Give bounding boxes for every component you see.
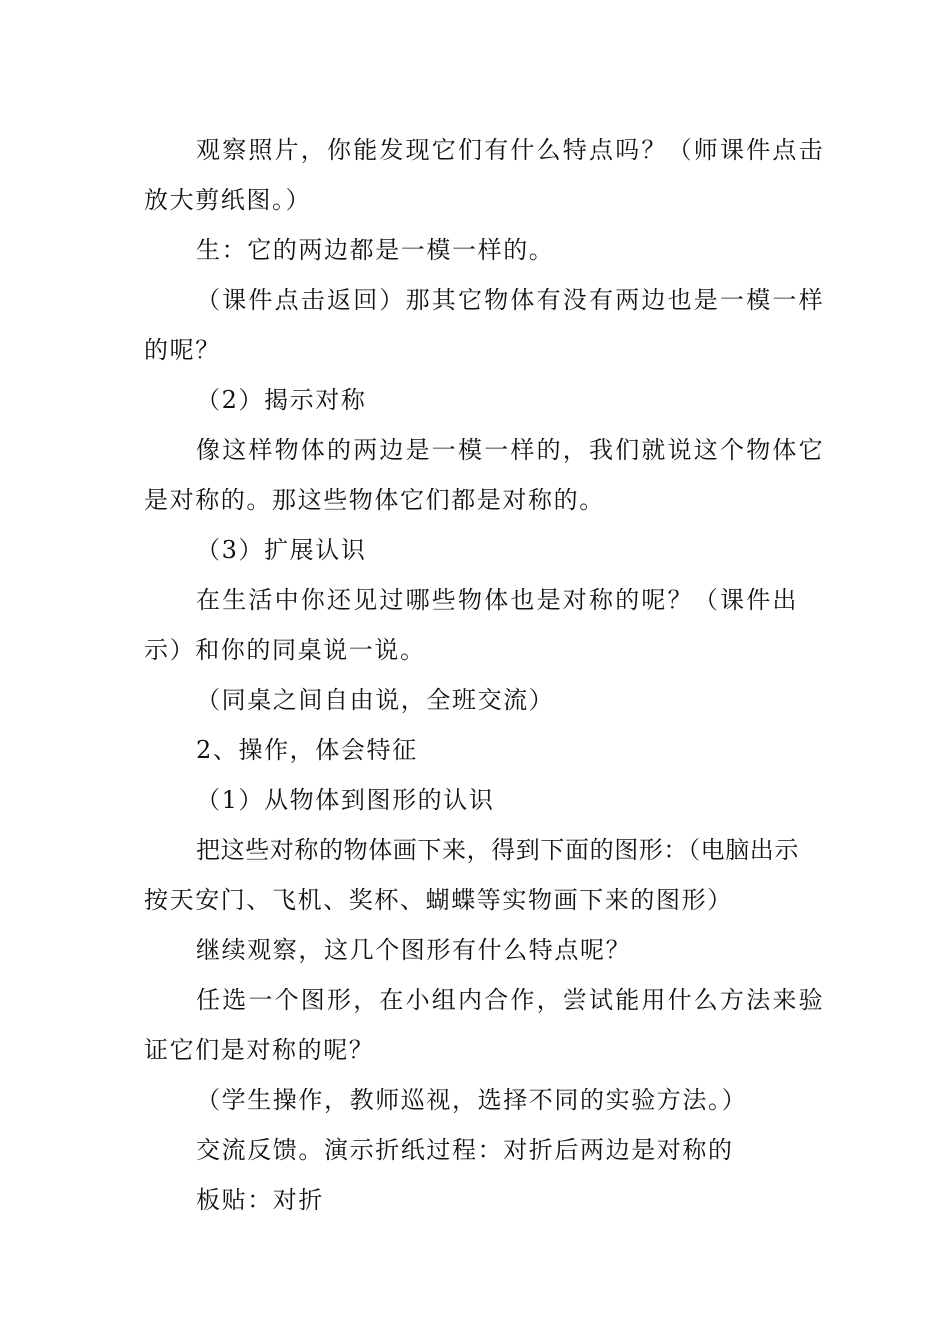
paragraph-line: 生：它的两边都是一模一样的。 (196, 236, 555, 264)
paragraph-line: 证它们是对称的呢？ (144, 1036, 375, 1064)
paragraph-line: 在生活中你还见过哪些物体也是对称的呢？（课件出 (196, 586, 799, 614)
paragraph-line: 的呢？ (144, 336, 221, 364)
section-heading: （3）扩展认识 (196, 536, 367, 564)
paragraph-line: 是对称的。那这些物体它们都是对称的。 (144, 486, 605, 514)
section-heading: （2）揭示对称 (196, 386, 367, 414)
paragraph-line: 像这样物体的两边是一模一样的，我们就说这个物体它 (196, 436, 825, 464)
paragraph-line: 放大剪纸图。） (144, 186, 312, 214)
paragraph-line: 任选一个图形，在小组内合作，尝试能用什么方法来验 (196, 986, 825, 1014)
paragraph-line: （同桌之间自由说，全班交流） (196, 686, 555, 714)
paragraph-line: 继续观察，这几个图形有什么特点呢？ (196, 936, 632, 964)
paragraph-line: 观察照片，你能发现它们有什么特点吗？（师课件点击 (196, 136, 825, 164)
paragraph-line: （课件点击返回）那其它物体有没有两边也是一模一样 (196, 286, 825, 314)
paragraph-line: （学生操作，教师巡视，选择不同的实验方法。） (196, 1086, 748, 1114)
paragraph-line: 板贴：对折 (196, 1186, 324, 1214)
paragraph-line: 示）和你的同桌说一说。 (144, 636, 426, 664)
section-heading: （1）从物体到图形的认识 (196, 786, 495, 814)
paragraph-line: 把这些对称的物体画下来，得到下面的图形：（电脑出示 (196, 836, 799, 864)
paragraph-line: 交流反馈。演示折纸过程：对折后两边是对称的 (196, 1136, 734, 1164)
section-heading: 2、操作，体会特征 (196, 736, 418, 764)
paragraph-line: 按天安门、飞机、奖杯、蝴蝶等实物画下来的图形） (144, 886, 733, 914)
